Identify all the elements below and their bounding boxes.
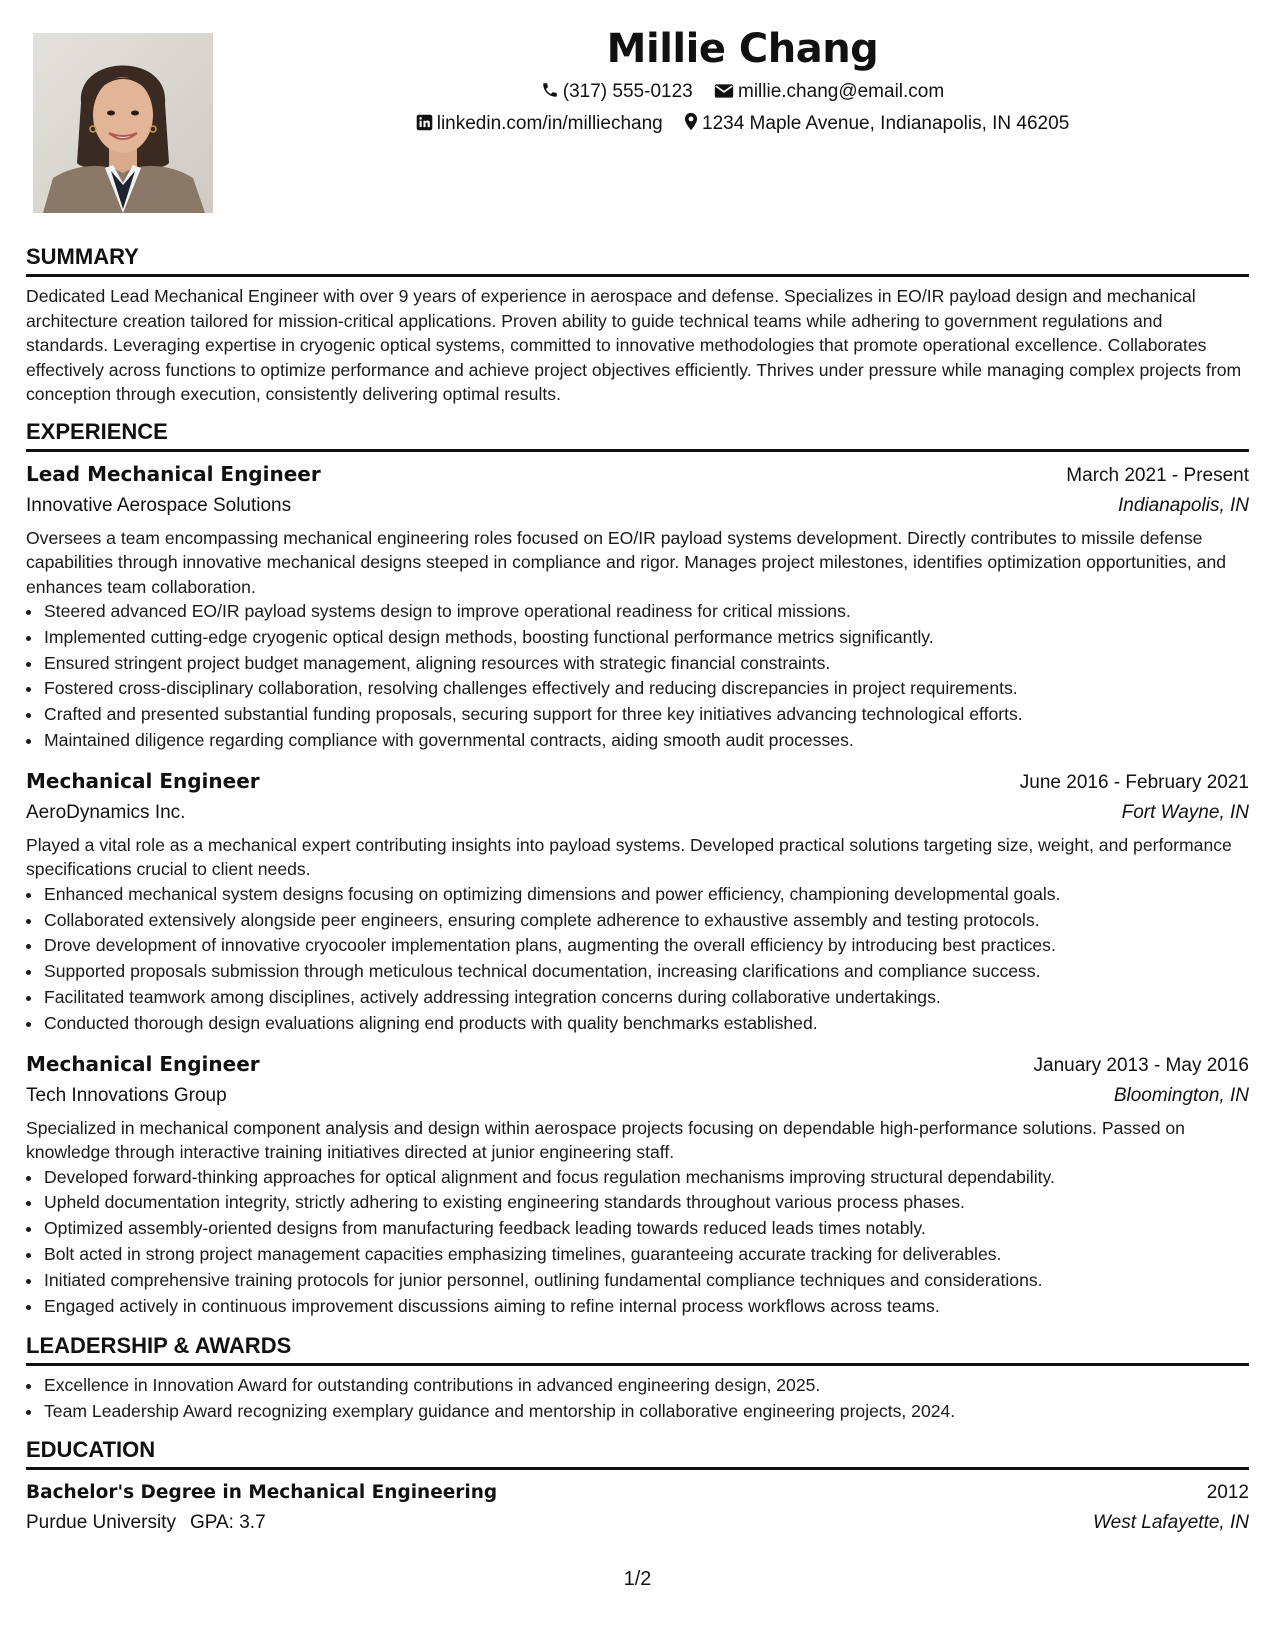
job-title: Lead Mechanical Engineer [26,461,321,486]
education-section [26,1435,1249,1538]
list-item: • Implemented cutting-edge cryogenic optical design methods, boosting functional performance metrics significantly. [43,625,1249,651]
contact-row-2 [230,108,1255,140]
list-item: • Crafted and presented substantial funding proposals, securing support for three key initiatives advancing technological efforts. [43,702,1249,728]
summary-section [26,242,1249,407]
list-item: • Excellence in Innovation Award for outstanding contributions in advanced engineering design, 2025. [43,1373,1249,1399]
list-item: • Conducted thorough design evaluations aligning end products with quality benchmarks established. [43,1011,1249,1037]
email-text: millie.chang@email.com [738,81,945,102]
job-title: Mechanical Engineer [26,768,260,793]
school-location: West Lafayette, IN [1093,1511,1249,1533]
company-name: Innovative Aerospace Solutions [26,494,292,516]
job-dates: June 2016 - February 2021 [1019,771,1249,793]
school-info [26,1508,266,1538]
linkedin-contact[interactable] [416,108,663,140]
page-number: 1/2 [623,1568,652,1590]
experience-entry [26,766,1249,1037]
list-item: • Initiated comprehensive training protocols for junior personnel, outlining fundamental compliance techniques and considerations. [43,1268,1249,1294]
job-bullets [26,599,1249,754]
job-dates: March 2021 - Present [1066,464,1249,486]
candidate-name: Millie Chang [606,26,879,72]
school-name: Purdue University [26,1511,176,1533]
phone-text: (317) 555-0123 [562,81,693,102]
job-title: Mechanical Engineer [26,1051,260,1076]
job-dates: January 2013 - May 2016 [1033,1054,1249,1076]
experience-entry [26,1049,1249,1320]
job-description: Oversees a team encompassing mechanical engineering roles focused on EO/IR payload systems development. Directly contributes to missile defense capabilities through innovative mechanical designs steeped in compliance and rigor. Manages project milestones, identifies optimization opportunities, and enhances team collaboration. [26,527,1227,597]
resume-header [230,22,1255,140]
job-location: Fort Wayne, IN [1121,801,1249,823]
envelope-icon [714,83,734,99]
company-name: Tech Innovations Group [26,1084,227,1106]
summary-text: Dedicated Lead Mechanical Engineer with over 9 years of experience in aerospace and defense. Specializes in EO/IR payload design and mechanical architecture creation tailored for mission-critical applications. Proven ability to guide technical teams while adhering to government regulations and standards. Leveraging expertise in cryogenic optical systems, committed to innovative methodologies that promote operational excellence. Collaborates effectively across functions to optimize performance and achieve project objectives efficiently. Thrives under pressure while managing complex projects from conception through execution, consistently delivering optimal results. [26,286,1242,404]
linkedin-icon [416,114,433,131]
list-item: • Fostered cross-disciplinary collaboration, resolving challenges effectively and reducing discrepancies in project requirements. [43,676,1249,702]
list-item: • Facilitated teamwork among disciplines, actively addressing integration concerns during collaborative undertakings. [43,985,1249,1011]
address-text: 1234 Maple Avenue, Indianapolis, IN 46205 [702,113,1070,134]
list-item: • Upheld documentation integrity, strictly adhering to existing engineering standards throughout various process phases. [43,1190,1249,1216]
company-name: AeroDynamics Inc. [26,801,186,823]
list-item: • Supported proposals submission through meticulous technical documentation, increasing clarifications and compliance success. [43,959,1249,985]
job-description: Played a vital role as a mechanical expert contributing insights into payload systems. Developed practical solutions targeting size, weight, and performance specifications crucial to client needs. [26,834,1232,880]
linkedin-text: linkedin.com/in/milliechang [436,113,663,134]
job-location: Bloomington, IN [1113,1084,1249,1106]
list-item: • Team Leadership Award recognizing exemplary guidance and mentorship in collaborative engineering projects, 2024. [43,1399,1249,1425]
list-item: • Steered advanced EO/IR payload systems design to improve operational readiness for critical missions. [43,599,1249,625]
phone-icon [541,81,559,99]
job-bullets [26,1165,1249,1320]
list-item: • Bolt acted in strong project management capacities emphasizing timelines, guaranteeing accurate tracking for deliverables. [43,1242,1249,1268]
list-item: • Engaged actively in continuous improvement discussions aiming to refine internal process workflows across teams. [43,1294,1249,1320]
job-description: Specialized in mechanical component analysis and design within aerospace projects focusing on dependable high-performance solutions. Passed on knowledge through interactive training initiatives directed at junior engineering staff. [26,1117,1185,1163]
experience-entry [26,459,1249,754]
education-heading: EDUCATION [26,1435,1249,1470]
portrait-image [33,33,213,213]
gpa-value: GPA: 3.7 [189,1511,266,1533]
leadership-heading: LEADERSHIP & AWARDS [26,1331,1249,1366]
list-item: • Maintained diligence regarding compliance with governmental contracts, aiding smooth audit processes. [43,728,1249,754]
experience-heading: EXPERIENCE [26,417,1249,452]
list-item: • Ensured stringent project budget management, aligning resources with strategic financial constraints. [43,651,1249,677]
leadership-section [26,1331,1249,1425]
map-pin-icon [684,112,698,131]
list-item: • Optimized assembly-oriented designs from manufacturing feedback leading towards reduced leads times notably. [43,1216,1249,1242]
list-item: • Enhanced mechanical system designs focusing on optimizing dimensions and power efficiency, championing developmental goals. [43,882,1249,908]
list-item: • Collaborated extensively alongside peer engineers, ensuring complete adherence to exhaustive assembly and testing protocols. [43,908,1249,934]
awards-list [26,1373,1249,1425]
list-item: • Drove development of innovative cryocooler implementation plans, augmenting the overall efficiency by introducing best practices. [43,933,1249,959]
job-bullets [26,882,1249,1037]
list-item: • Developed forward-thinking approaches for optical alignment and focus regulation mechanisms improving structural dependability. [43,1165,1249,1191]
job-location: Indianapolis, IN [1118,494,1249,516]
email-contact[interactable] [714,76,944,108]
summary-heading: SUMMARY [26,242,1249,277]
graduation-year: 2012 [1206,1481,1249,1503]
resume-body [26,242,1249,1548]
degree-title: Bachelor's Degree in Mechanical Engineering [26,1481,498,1503]
phone-contact[interactable] [541,76,693,108]
experience-section [26,417,1249,1320]
contact-row-1 [230,76,1255,108]
profile-photo [33,33,213,213]
address-contact [684,108,1069,140]
